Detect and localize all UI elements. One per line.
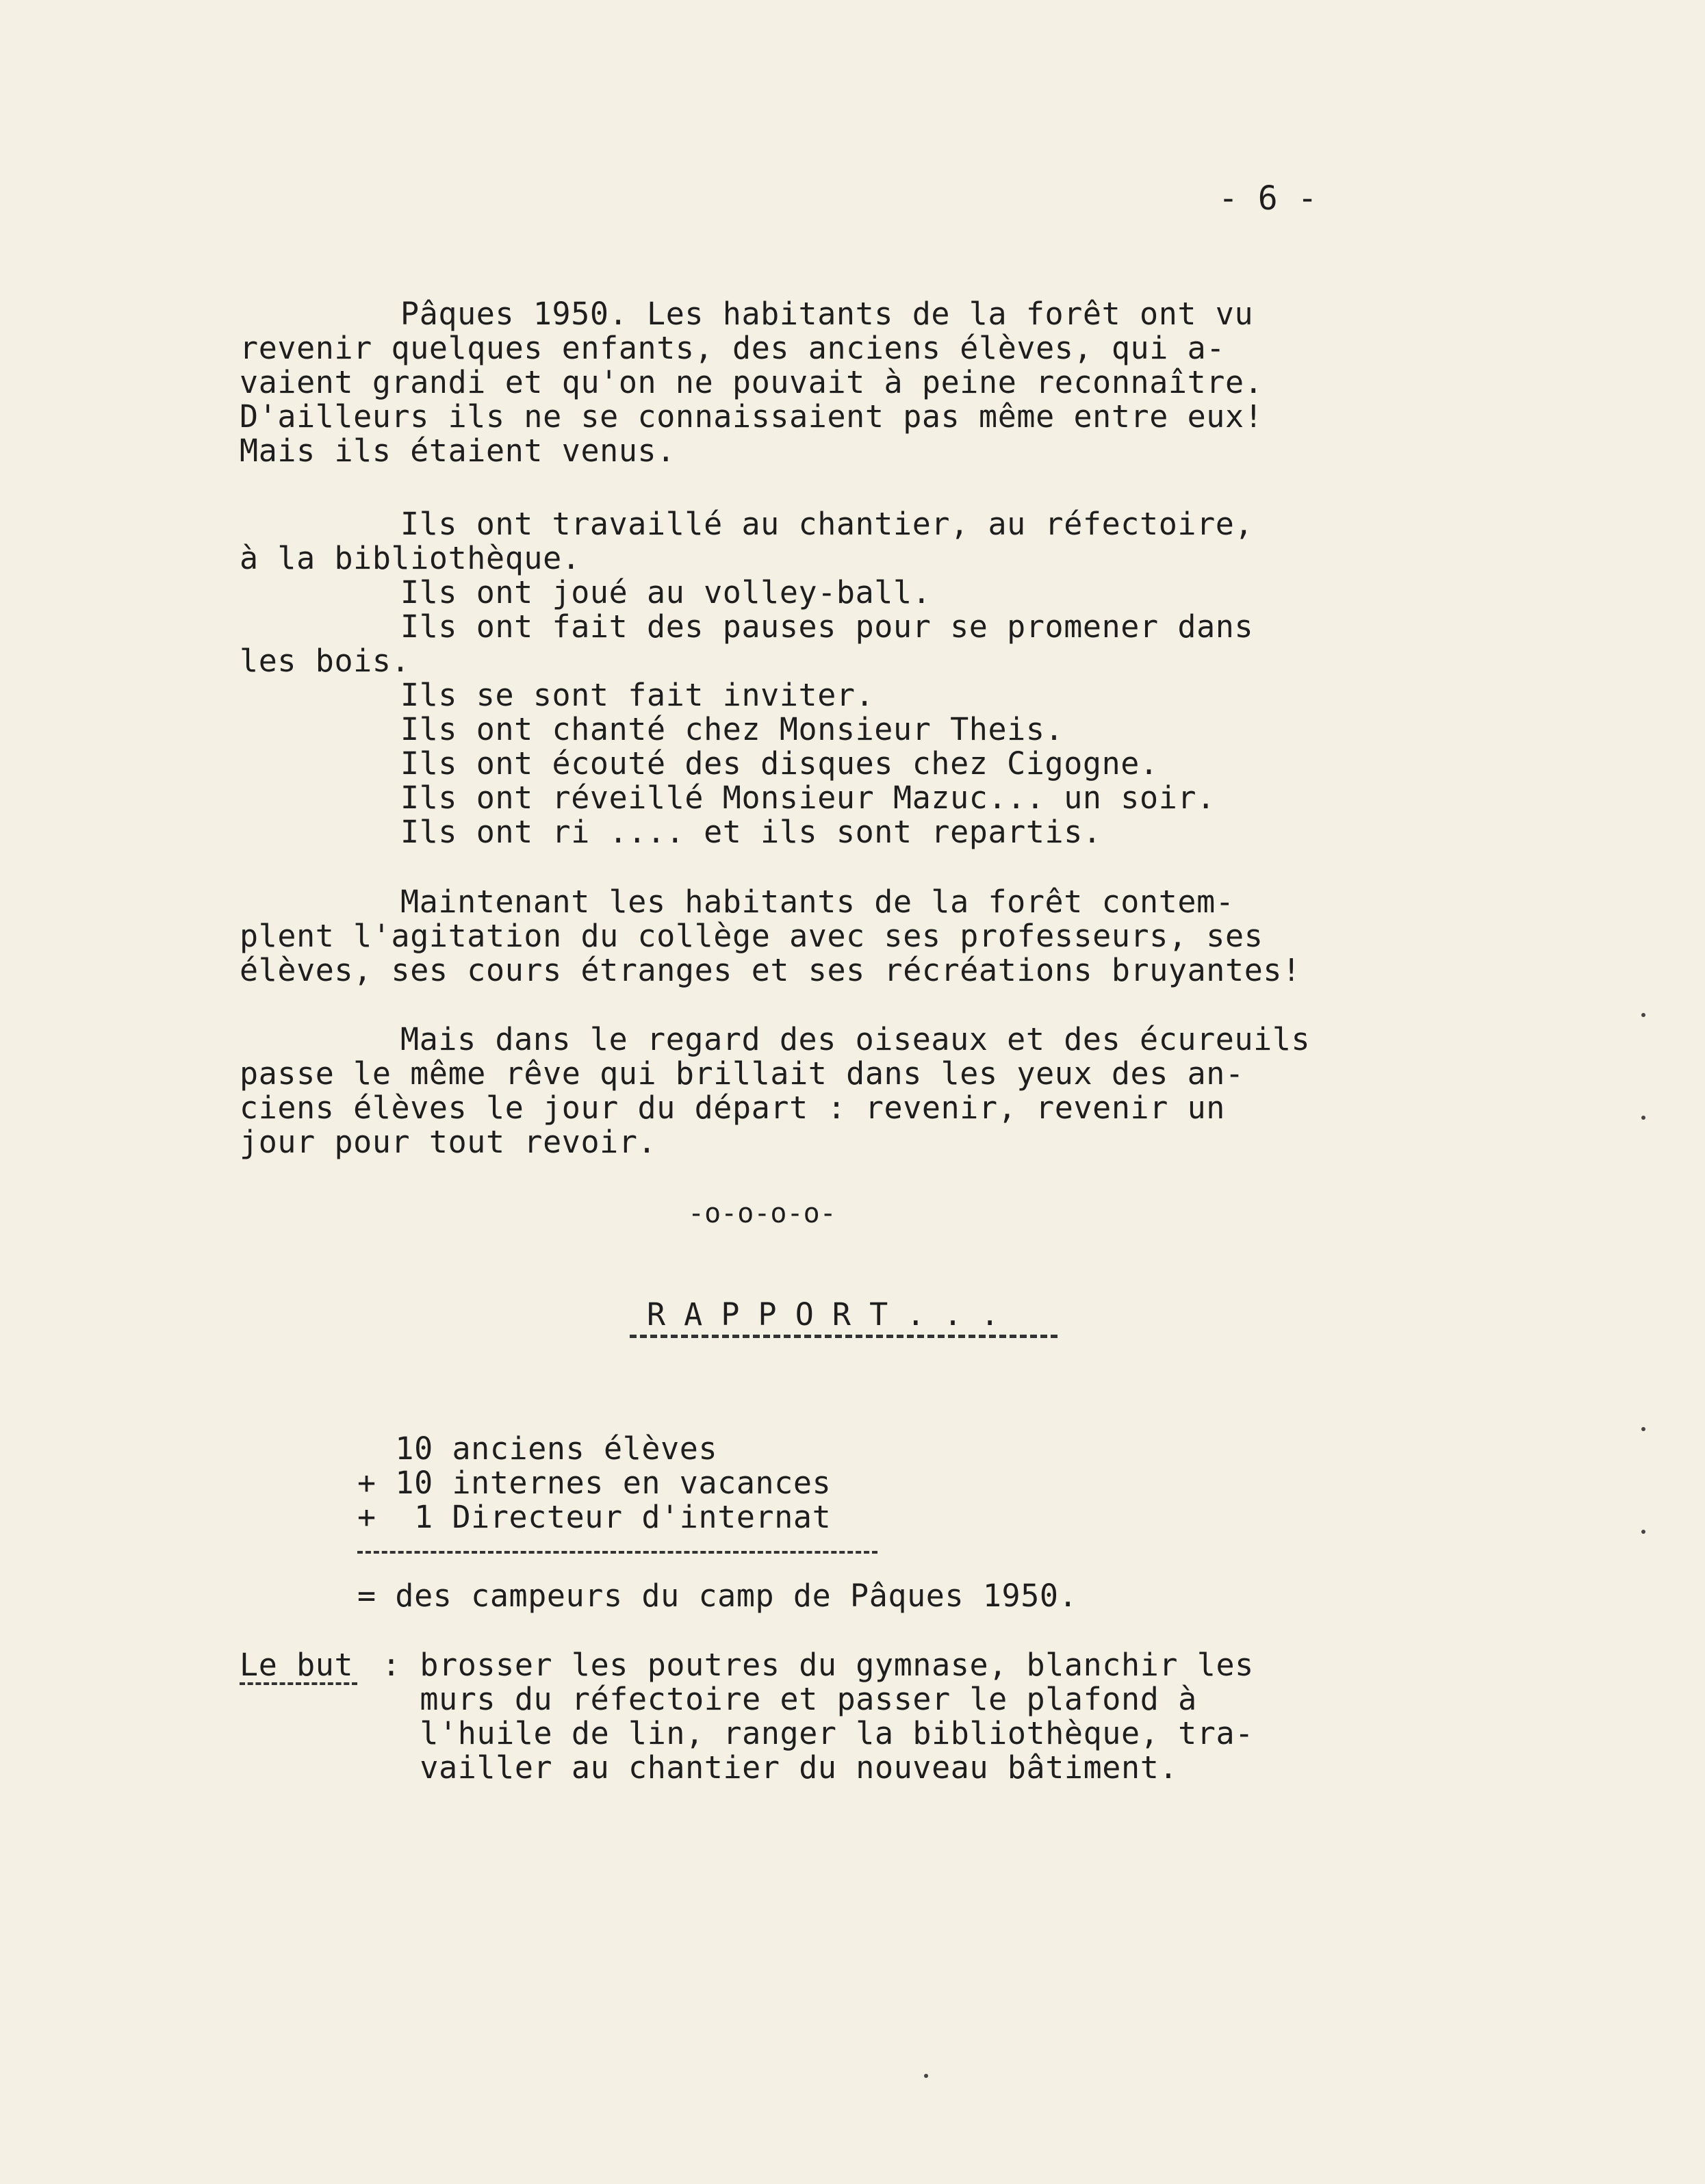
but-label: Le but: [240, 1647, 354, 1683]
sum-rule: [357, 1551, 877, 1554]
but-line: : brosser les poutres du gymnase, blanchir les: [382, 1647, 1254, 1683]
but-underline: [240, 1682, 357, 1685]
sum-line: + 1 Directeur d'internat: [357, 1499, 832, 1535]
paper-speck: [1641, 1530, 1645, 1534]
page-number: - 6 -: [1218, 179, 1318, 218]
paper-speck: [1641, 1427, 1645, 1431]
paragraph-1-line: Pâques 1950. Les habitants de la forêt ont vu: [400, 296, 1254, 332]
paragraph-2-line: Ils ont chanté chez Monsieur Theis.: [400, 711, 1064, 747]
paragraph-2-line: à la bibliothèque.: [240, 540, 581, 576]
but-line: l'huile de lin, ranger la bibliothèque, tra-: [382, 1715, 1254, 1751]
paragraph-2-line: Ils ont écouté des disques chez Cigogne.: [400, 745, 1159, 782]
paragraph-1-line: D'ailleurs ils ne se connaissaient pas même entre eux!: [240, 398, 1264, 435]
paragraph-4-line: passe le même rêve qui brillait dans les yeux des an-: [240, 1055, 1244, 1092]
paper-speck: [1641, 1013, 1645, 1017]
rapport-underline: [630, 1335, 1057, 1338]
paragraph-2-line: Ils ont ri .... et ils sont repartis.: [400, 814, 1102, 850]
section-separator: -o-o-o-o-: [688, 1198, 836, 1229]
paragraph-2-line: Ils ont réveillé Monsieur Mazuc... un soir.: [400, 780, 1216, 816]
paper-speck: [1641, 1116, 1645, 1120]
paragraph-2-line: Ils se sont fait inviter.: [400, 677, 875, 713]
paragraph-2-line: Ils ont joué au volley-ball.: [400, 574, 932, 611]
paragraph-3-line: Maintenant les habitants de la forêt contem-: [400, 884, 1235, 920]
paragraph-2-line: Ils ont fait des pauses pour se promener dans: [400, 608, 1254, 645]
paragraph-1-line: Mais ils étaient venus.: [240, 433, 676, 469]
but-line: murs du réfectoire et passer le plafond à: [382, 1681, 1197, 1717]
sum-line: + 10 internes en vacances: [357, 1465, 832, 1501]
paragraph-1-line: revenir quelques enfants, des anciens élèves, qui a-: [240, 330, 1225, 366]
sum-result: = des campeurs du camp de Pâques 1950.: [357, 1578, 1078, 1614]
paragraph-4-line: Mais dans le regard des oiseaux et des écureuils: [400, 1021, 1311, 1057]
but-line: vailler au chantier du nouveau bâtiment.: [382, 1749, 1179, 1786]
rapport-heading: R A P P O R T . . .: [647, 1296, 999, 1333]
paragraph-4-line: ciens élèves le jour du départ : revenir, revenir un: [240, 1090, 1225, 1126]
paragraph-3-line: élèves, ses cours étranges et ses récréations bruyantes!: [240, 952, 1301, 988]
sum-line: 10 anciens élèves: [357, 1430, 718, 1467]
paragraph-2-line: Ils ont travaillé au chantier, au réfectoire,: [400, 506, 1254, 542]
paragraph-4-line: jour pour tout revoir.: [240, 1124, 657, 1160]
paper-speck: [924, 2074, 928, 2078]
paragraph-1-line: vaient grandi et qu'on ne pouvait à peine reconnaître.: [240, 364, 1264, 400]
paragraph-3-line: plent l'agitation du collège avec ses professeurs, ses: [240, 918, 1264, 954]
paragraph-2-line: les bois.: [240, 643, 411, 679]
